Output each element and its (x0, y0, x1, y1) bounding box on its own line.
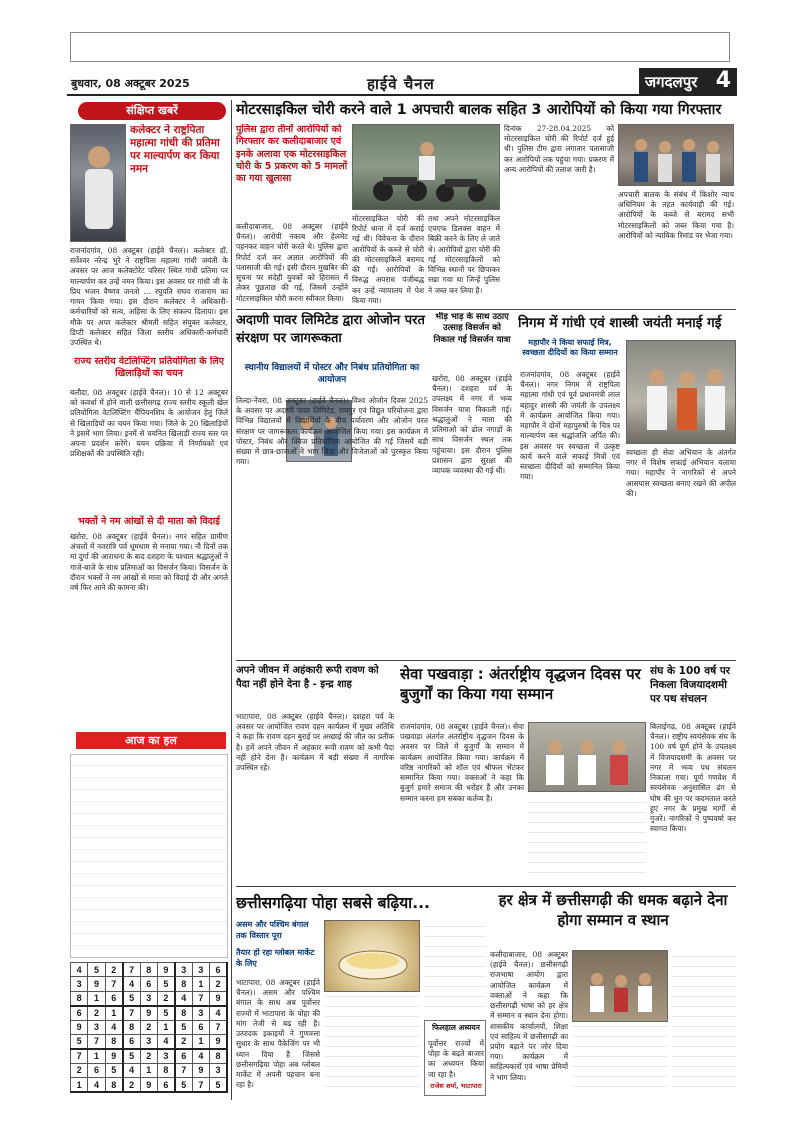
kharora-headline: भीड़ भाड़ के साथ उठाए उत्साह विसर्जन को निकाल गई विसर्जन यात्रा (433, 312, 511, 345)
sudoku-cell: 1 (140, 1063, 157, 1077)
sudoku-cell: 4 (123, 1063, 140, 1077)
brief-header-label: संक्षिप्त खबरें (126, 104, 178, 117)
sudoku-cell: 4 (105, 1020, 122, 1034)
motorcycles-icon (353, 125, 500, 210)
sudoku-cell: 9 (105, 1049, 122, 1063)
sudoku-cell: 5 (88, 963, 105, 977)
brief-2-body: बलौदा, 08 अक्टूबर (हाईवे चैनल)। 10 से 12 अक्टूबर को कवर्धा में होने वाली छत्तीसगढ़ राज्य स्तरीय स्कूली खेल प्रतियोगिता वेटलिफ्टिंग चैंपियनशिप के आयोजन हेतु जिले से खिलाड़ियों का चयन किया गया। जिले के 20 खिलाड़ियों ने इसमें भाग लिया। इनमें से चयनित खिलाड़ी राज्य स्तर पर अपना प्रदर्शन करेंगे। चयन प्रक्रिया में निर्णायकों एवं प्रशिक्षकों की उपस्थिति रही। (70, 388, 228, 459)
sudoku-cell: 3 (175, 963, 192, 977)
h-divider-1 (236, 309, 736, 310)
sudoku-cell: 8 (140, 963, 157, 977)
sudoku-cell: 2 (88, 1006, 105, 1020)
sudoku-cell: 4 (210, 1006, 227, 1020)
sudoku-cell: 6 (157, 1078, 174, 1092)
poha-byline: राजेश शर्मा, भाटापारा (430, 1082, 482, 1090)
brief-1-body: राजनांदगांव, 08 अक्टूबर (हाईवे चैनल)। कलेक्टर डॉ. सर्वेश्वर नरेन्द्र भुरे ने राष्ट्रपिता महात्मा गांधी जयंती के अवसर पर आज कलेक्टोरेट परिसर स्थित गांधी प्रतिमा पर माल्यार्पण कर उन्हें नमन किया। इस अवसर पर गांधी जी के प्रिय भजन वैष्णव जनतो ... रघुपति राघव राजाराम का गायन किया गया। इस दौरान कलेक्टर ने अधिकारी-कर्मचारियों को सत्य, अहिंसा के लिए संकल्प दिलाया। इस मौके पर अपर कलेक्टर श्रीमती सहित संयुक्त कलेक्टर, डिप्टी कलेक्टर सहित जिला स्तरीय अधिकारी-कर्मचारी उपस्थित थे। (70, 246, 228, 347)
lead-body-1: कलीदाबाजार, 08 अक्टूबर (हाईवे चैनल)। आरोपी नकाब और हेलमेट पहनकर वाहन चोरी करते थे। पुलिस द्वारा रिपोर्ट दर्ज कर अज्ञात आरोपियों की पतासाजी की गई। इसी दौरान मुखबिर की सूचना पर संदेही युवकों को हिरासत में लेकर पूछताछ की गई, जिसमें उन्होंने मोटरसाइकिल चोरी करना स्वीकार किया। (236, 222, 348, 303)
sudoku-cell: 8 (105, 1034, 122, 1048)
seva-body: राजनांदगांव, 08 अक्टूबर (हाईवे चैनल)। सेवा पखवाड़ा अंतर्गत अंतर्राष्ट्रीय वृद्धजन दिवस के अवसर पर जिले में बुजुर्गों के सम्मान में कार्यक्रम आयोजित किया गया। कार्यक्रम में वरिष्ठ नागरिकों को शॉल एवं श्रीफल भेंटकर सम्मानित किया गया। वक्ताओं ने कहा कि बुजुर्ग हमारे समाज की धरोहर हैं और उनका सम्मान करना हम सबका कर्तव्य है। (400, 722, 524, 803)
sudoku-cell: 2 (71, 1063, 88, 1077)
page-number: 4 (715, 68, 731, 93)
collector-photo (70, 124, 126, 242)
sudoku-cell: 6 (71, 1006, 88, 1020)
lead-body-2: मोटरसाइकिल चोरी की रिपोर्ट थाना में दर्ज कराई गई थी। विवेचना के दौरान आरोपियों के कब्जे से चोरी की मोटरसाइकिलें बरामद की गईं। आरोपियों के विरुद्ध अपराध पंजीबद्ध कर उन्हें न्यायालय में पेश किया गया। (352, 214, 424, 305)
lead-headline: मोटरसाइकिल चोरी करने वाले 1 अपचारी बालक सहित 3 आरोपियों को किया गया गिरफ्तार (236, 102, 722, 118)
sudoku-cell: 7 (88, 1034, 105, 1048)
sudoku-cell: 3 (192, 963, 209, 977)
sudoku-cell: 5 (123, 1049, 140, 1063)
adani-deck: स्थानीय विद्यालयों में पोस्टर और निबंध प्रतियोगिता का आयोजन (244, 363, 420, 386)
har-headline: हर क्षेत्र में छत्तीसगढ़ी की धमक बढ़ाने देना होगा सम्मान व स्थान (498, 891, 728, 930)
sudoku-cell: 5 (157, 977, 174, 991)
sudoku-cell: 6 (88, 1063, 105, 1077)
sudoku-cell: 8 (71, 991, 88, 1005)
sudoku-cell: 2 (105, 963, 122, 977)
sudoku-cell: 1 (88, 1049, 105, 1063)
sudoku-cell: 8 (175, 977, 192, 991)
sudoku-cell: 9 (192, 1063, 209, 1077)
brief-3-body: खरोरा, 08 अक्टूबर (हाईवे चैनल)। नगर सहित ग्रामीण अंचलों में नवरात्रि पर्व धूमधाम से मनाया गया। नौ दिनों तक मां दुर्गा की आराधना के बाद दशहरा के पश्चात श्रद्धालुओं ने गाजे-बाजे के साथ प्रतिमाओं का विसर्जन किया। विसर्जन के दौरान भक्तों ने नम आंखों से माता को विदाई दी और अगले वर्ष फिर आने की कामना की। (70, 532, 228, 593)
sudoku-cell: 8 (123, 1020, 140, 1034)
sudoku-cell: 4 (157, 1034, 174, 1048)
kharora-body: खरोरा, 08 अक्टूबर (हाईवे चैनल)। दशहरा पर्व के उपलक्ष्य में नगर में भव्य विसर्जन यात्रा निकाली गई। श्रद्धालुओं ने माता की प्रतिमाओं को ढोल नगाड़ों के साथ विसर्जन स्थल तक पहुंचाया। इस दौरान पुलिस प्रशासन द्वारा सुरक्षा की व्यापक व्यवस्था की गई थी। (432, 374, 512, 475)
sudoku-cell: 6 (175, 1049, 192, 1063)
col-divider (231, 100, 232, 1100)
sudoku-cell: 7 (123, 1006, 140, 1020)
sudoku-cell: 4 (123, 977, 140, 991)
brief-3-headline: भक्तों ने नम आंखों से दी माता को विदाई (78, 516, 220, 527)
audience-icon (573, 951, 668, 1022)
ahankar-body: भाटापारा, 08 अक्टूबर (हाईवे चैनल)। दशहरा पर्व के अवसर पर आयोजित रावण दहन कार्यक्रम में मुख्य अतिथि ने कहा कि रावण दहन बुराई पर अच्छाई की जीत का प्रतीक है। हमें अपने जीवन में अहंकार रूपी रावण को कभी पैदा नहीं होने देना है। कार्यक्रम में बड़ी संख्या में नागरिक उपस्थित रहे। (236, 712, 394, 773)
sudoku-cell: 7 (192, 1078, 209, 1092)
nigam-headline: निगम में गांधी एवं शास्त्री जयंती मनाई गई (518, 315, 722, 331)
har-body-cont (572, 1026, 668, 1096)
edition-badge (639, 68, 737, 96)
sudoku-cell: 9 (157, 963, 174, 977)
sudoku-cell: 9 (210, 1034, 227, 1048)
poha-headline: छत्तीसगढ़िया पोहा सबसे बढ़िया... (236, 894, 430, 912)
seva-headline: सेवा पखवाड़ा : अंतर्राष्ट्रीय वृद्धजन दिवस पर बुजुर्गों का किया गया सम्मान (400, 665, 641, 704)
police-photo (618, 124, 734, 186)
sudoku-cell: 8 (157, 1063, 174, 1077)
sudoku-cell: 3 (157, 1049, 174, 1063)
people-group-icon (619, 125, 734, 186)
seva-body-cont (528, 796, 646, 882)
sudoku-cell: 8 (105, 1078, 122, 1092)
sudoku-cell: 1 (192, 1034, 209, 1048)
brief-2-headline: राज्य स्तरीय वेटलिफ्टिंग प्रतियोगिता के लिए खिलाड़ियों का चयन (74, 356, 224, 380)
sudoku-cell: 7 (123, 963, 140, 977)
top-banner-box (70, 32, 730, 62)
sudoku-cell: 9 (71, 1020, 88, 1034)
sudoku-cell: 5 (210, 1078, 227, 1092)
sudoku-cell: 7 (71, 1049, 88, 1063)
lead-deck: पुलिस द्वारा तीनों आरोपियों को गिरफ्तार कर कलीदाबाजार एवं इनके अलावा एक मोटरसाइकिल चोरी के 5 प्रकरण को 5 मामलों का गया खुलासा (236, 124, 348, 185)
sudoku-cell: 5 (71, 1034, 88, 1048)
adani-body: तिल्दा-नेवरा, 08 अक्टूबर (हाईवे चैनल)। विश्व ओजोन दिवस 2025 के अवसर पर अदाणी पावर लिमिटेड, रायपुर एवं विद्युत परियोजना द्वारा विभिन्न विद्यालयों में विद्यार्थियों के बीच पर्यावरण और ओजोन परत संरक्षण पर जागरूकता कार्यक्रम आयोजित किया गया। इस कार्यक्रम में पोस्टर, निबंध और क्विज प्रतियोगिता आयोजित की गई जिसमें बड़ी संख्या में छात्र-छात्राओं ने भाग लिया और विजेताओं को पुरस्कृत किया गया। (236, 396, 428, 467)
masthead (67, 68, 737, 96)
poha-box-body: पूर्वोत्तर राज्यों में पोहा के बढ़ते बाजार का अध्ययन किया जा रहा है। (428, 1039, 484, 1079)
paper-title: हाईवे चैनल (367, 75, 435, 93)
edition-city: जगदलपुर (645, 73, 698, 91)
sudoku-cell: 6 (140, 977, 157, 991)
sudoku-cell: 5 (175, 1078, 192, 1092)
sudoku-label-area (70, 754, 228, 958)
sudoku-title: आज का हल (76, 732, 226, 749)
sudoku-cell: 3 (88, 1020, 105, 1034)
sudoku-cell: 2 (123, 1078, 140, 1092)
sudoku-cell: 4 (88, 1078, 105, 1092)
sudoku-cell: 2 (210, 977, 227, 991)
elders-icon (529, 723, 646, 792)
sudoku-cell: 3 (71, 977, 88, 991)
sudoku-cell: 3 (192, 1006, 209, 1020)
sudoku-grid (70, 962, 228, 1093)
issue-date: बुधवार, 08 अक्टूबर 2025 (71, 77, 190, 90)
sudoku-cell: 9 (140, 1078, 157, 1092)
sangh-headline: संघ के 100 वर्ष पर निकला विजयादशमी पर पथ संचलन (650, 665, 731, 706)
lead-body-3: तथा अपने मोटरसाइकिल एचएफ डिलक्स वाहन में बिक्री करने के लिए ले जाते थे। आरोपियों द्वारा चोरी की गई मोटरसाइकिलों को विभिन्न स्थानों पर छिपाकर रखा गया था जिन्हें पुलिस ने जब्त कर लिया है। (428, 214, 500, 295)
sudoku-cell: 9 (140, 1006, 157, 1020)
sudoku-cell: 7 (105, 977, 122, 991)
sudoku-cell: 6 (210, 963, 227, 977)
poha-sidebar-box (424, 1020, 486, 1096)
person-figure-icon (71, 125, 126, 242)
har-photo (572, 950, 668, 1022)
sudoku-cell: 4 (175, 991, 192, 1005)
sudoku-cell: 5 (175, 1020, 192, 1034)
sudoku-cell: 4 (71, 963, 88, 977)
lead-photo (352, 124, 500, 210)
sudoku-cell: 7 (192, 991, 209, 1005)
ahankar-headline: अपने जीवन में अहंकारी रूपी रावण को पैदा नहीं होने देना है - इन्द्र शाह (236, 665, 379, 690)
nigam-body: राजनांदगांव, 08 अक्टूबर (हाईवे चैनल)। नगर निगम में राष्ट्रपिता महात्मा गांधी एवं पूर्व प्रधानमंत्री लाल बहादुर शास्त्री की जयंती के उपलक्ष्य में कार्यक्रम आयोजित किया गया। महापौर ने दोनों महापुरुषों के चित्र पर माल्यार्पण कर श्रद्धांजलि अर्पित की। इस अवसर पर स्वच्छता में उत्कृष्ट कार्य करने वाले सफाई मित्रों एवं स्वच्छता दीदियों को सम्मानित किया गया। (520, 370, 620, 482)
poha-body-mid (424, 920, 486, 1016)
sudoku-cell: 2 (140, 1020, 157, 1034)
adani-headline: अदाणी पावर लिमिटेड द्वारा ओजोन परत संरक्षण पर जागरूकता (236, 313, 425, 346)
sudoku-cell: 6 (105, 991, 122, 1005)
poha-deck-1: असम और पश्चिम बंगाल तक विस्तार पूरा (236, 920, 309, 940)
h-divider-2 (236, 660, 736, 661)
sudoku-cell: 3 (140, 991, 157, 1005)
poha-body: भाटापारा, 08 अक्टूबर (हाईवे चैनल)। असम और पश्चिम बंगाल के साथ अब पूर्वोत्तर राज्यों में भाटापारा के पोहा की मांग तेजी से बढ़ रही है। उत्पादक इकाइयों ने गुणवत्ता सुधार के साथ पैकेजिंग पर भी ध्यान दिया है जिससे छत्तीसगढ़िया पोहा अब ग्लोबल मार्केट में अपनी पहचान बना रहा है। (236, 978, 320, 1090)
sudoku-cell: 2 (175, 1034, 192, 1048)
sudoku-cell: 8 (210, 1049, 227, 1063)
sudoku-cell: 8 (175, 1006, 192, 1020)
lead-body-4: दिनांक 27-28.04.2025 को मोटरसाइकिल चोरी की रिपोर्ट दर्ज हुई थी। पुलिस टीम द्वारा लगातार पतासाजी कर आरोपियों तक पहुंचा गया। प्रकरण में अन्य आरोपियों की तलाश जारी है। (504, 124, 614, 174)
sudoku-cell: 1 (157, 1020, 174, 1034)
sudoku-cell: 6 (123, 1034, 140, 1048)
poha-bowl-icon (325, 921, 420, 992)
officials-icon (627, 341, 736, 444)
brief-1-headline: कलेक्टर ने राष्ट्रपिता महात्मा गांधी की प्रतिमा पर माल्यार्पण कर किया नमन (130, 124, 220, 176)
sudoku-cell: 3 (140, 1034, 157, 1048)
nigam-photo (626, 340, 736, 444)
poha-deck-2: तैयार हो रहा ग्लोबल मार्केट के लिए (236, 948, 315, 968)
nigam-body-2: स्वच्छता ही सेवा अभियान के अंतर्गत नगर में विशेष सफाई अभियान चलाया गया। महापौर ने नागरिकों से अपने आसपास स्वच्छता बनाए रखने की अपील की। (626, 448, 736, 498)
sudoku-cell: 6 (192, 1020, 209, 1034)
seva-photo (528, 722, 646, 792)
sudoku-cell: 7 (210, 1020, 227, 1034)
sudoku-cell: 9 (210, 991, 227, 1005)
h-divider-3 (236, 886, 736, 887)
nigam-deck: महापौर ने किया सफाई मित्र, स्वच्छता दीदियों का किया सम्मान (522, 338, 618, 358)
sudoku-cell: 1 (105, 1006, 122, 1020)
sudoku-cell: 9 (88, 977, 105, 991)
poha-photo (324, 920, 420, 992)
sudoku-cell: 2 (140, 1049, 157, 1063)
sangh-body: बिलाईगढ़, 08 अक्टूबर (हाईवे चैनल)। राष्ट्रीय स्वयंसेवक संघ के 100 वर्ष पूर्ण होने के उपलक्ष्य में विजयादशमी के अवसर पर नगर में भव्य पथ संचलन निकाला गया। पूर्ण गणवेश में स्वयंसेवक अनुशासित ढंग से घोष की धुन पर कदमताल करते हुए नगर के प्रमुख मार्गों से गुजरे। नागरिकों ने पुष्पवर्षा कर स्वागत किया। (650, 722, 736, 834)
har-body-right (672, 950, 736, 1096)
sudoku-cell: 2 (157, 991, 174, 1005)
poha-box-title: फिलहाल अध्ययन (432, 1023, 480, 1032)
lead-body-5: अपचारी बालक के संबंध में किशोर न्याय अधिनियम के तहत कार्यवाही की गई। आरोपियों के कब्जे से बरामद सभी मोटरसाइकिलों को जब्त किया गया है। आरोपियों को न्यायिक रिमांड पर भेजा गया। (618, 190, 734, 240)
brief-header (78, 102, 226, 120)
sudoku-cell: 1 (192, 977, 209, 991)
sudoku-cell: 3 (210, 1063, 227, 1077)
sudoku-cell: 5 (123, 991, 140, 1005)
sudoku-cell: 5 (105, 1063, 122, 1077)
sudoku-cell: 1 (71, 1078, 88, 1092)
poha-body-cont (324, 996, 420, 1096)
sudoku-cell: 5 (157, 1006, 174, 1020)
sudoku-cell: 4 (192, 1049, 209, 1063)
sudoku-cell: 1 (88, 991, 105, 1005)
sudoku-cell: 7 (175, 1063, 192, 1077)
har-body: कलीदाबाजार, 08 अक्टूबर (हाईवे चैनल)। छत्तीसगढ़ी राजभाषा आयोग द्वारा आयोजित कार्यक्रम में वक्ताओं ने कहा कि छत्तीसगढ़ी भाषा को हर क्षेत्र में सम्मान व स्थान देना होगा। शासकीय कार्यालयों, शिक्षा एवं साहित्य में छत्तीसगढ़ी का प्रयोग बढ़ाने पर जोर दिया गया। कार्यक्रम में साहित्यकारों एवं भाषा प्रेमियों ने भाग लिया। (490, 950, 568, 1082)
